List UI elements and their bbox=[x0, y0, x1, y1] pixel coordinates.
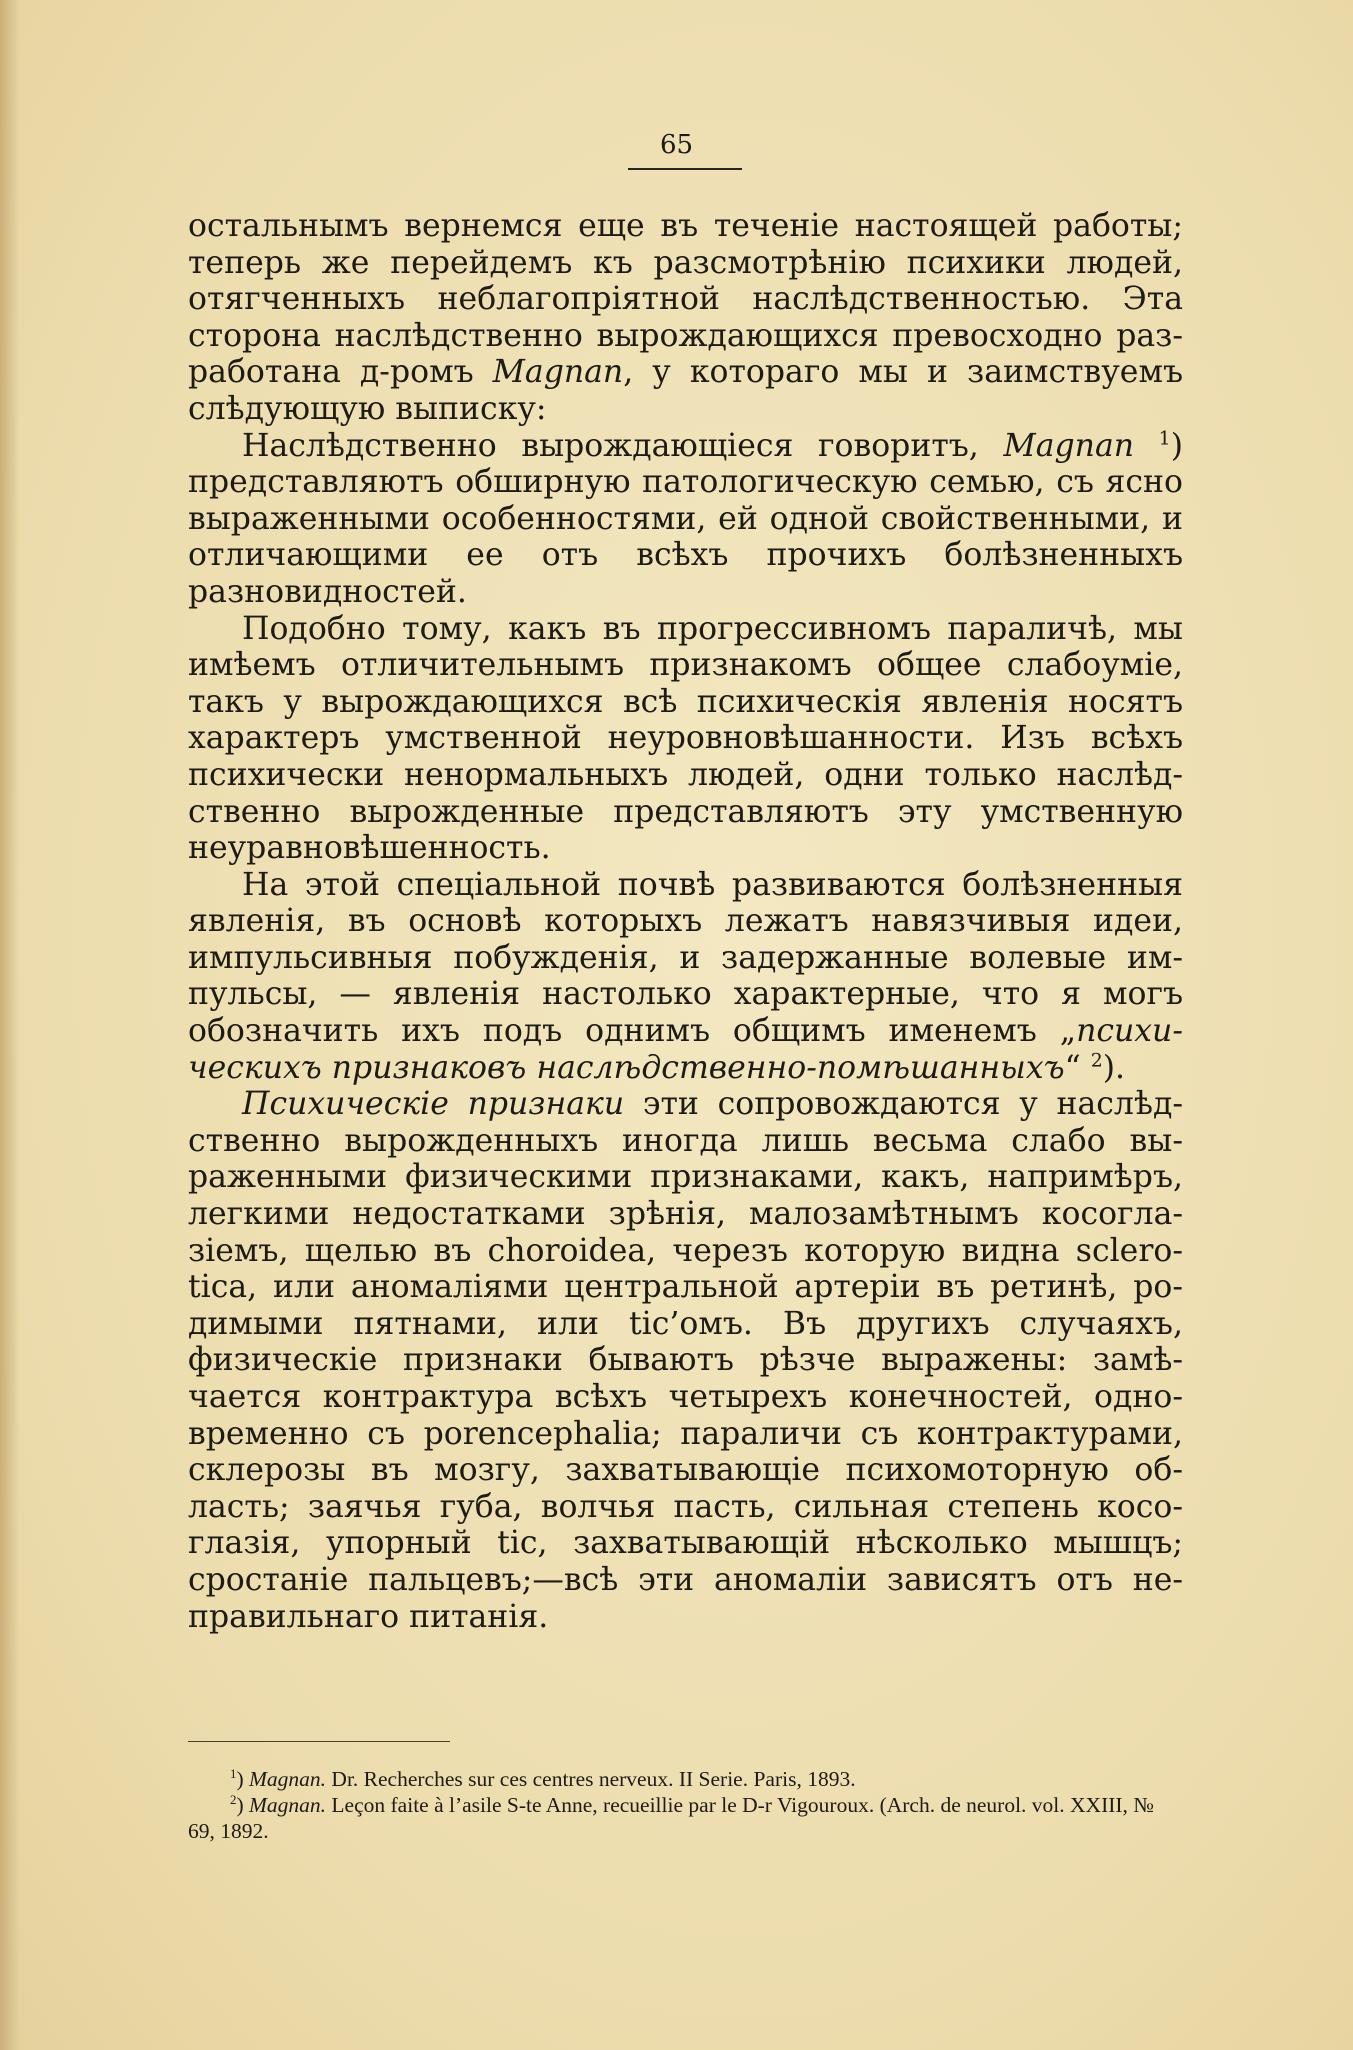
paragraph bbox=[188, 208, 1183, 428]
footnotes bbox=[188, 1766, 1183, 1844]
text-run bbox=[1134, 428, 1159, 464]
paragraph bbox=[188, 867, 1183, 1087]
italic-text: Психическіе признаки bbox=[242, 1086, 625, 1123]
page-number-rule bbox=[628, 168, 742, 170]
footnote-reference: 1 bbox=[230, 1766, 237, 1781]
italic-text: Magnan bbox=[492, 354, 624, 391]
text-run: ) представляютъ обширную патологическую семью, съ ясно выраженными особенностями, ей одной свойственными, и отличающими ее отъ всѣхъ прочихъ болѣзненныхъ разновидностей. bbox=[188, 427, 1183, 610]
text-run: ) bbox=[236, 1767, 249, 1791]
paragraph bbox=[188, 611, 1183, 867]
text-run: Leçon faite à l’asile S-te Anne, recueillie par le D-r Vigouroux. (Arch. de neurol. vol. XXIII, № 69, 1892. bbox=[188, 1793, 1154, 1843]
text-run: ) bbox=[236, 1793, 249, 1817]
text-run: эти сопровождаются у наслѣдственно вырожденныхъ иногда лишь весьма слабо выраженными физическими признаками, какъ, напримѣръ, легкими недостатками зрѣнія, малозамѣтнымъ косоглазіемъ, щелью въ choroidea, черезъ которую видна sclerotica, или аномаліями центральной артеріи въ ретинѣ, родимыми пятнами, или tic’омъ. Въ другихъ случаяхъ, физическіе признаки бываютъ рѣзче выражены: замѣчается контрактура всѣхъ четырехъ конечностей, одновременно съ porencephalia; параличи съ контрактурами, склерозы въ мозгу, захватывающіе психомоторную область; заячья губа, волчья пасть, сильная степень косоглазія, упорный tic, захватывающій нѣсколько мышцъ; сростаніе пальцевъ;—всѣ эти аномаліи зависятъ отъ неправильнаго питанія. bbox=[188, 1086, 1183, 1635]
text-run: остальнымъ вернемся еще въ теченіе настоящей работы; теперь же перейдемъ къ разсмотрѣнію психики людей, отягченныхъ неблагопріятной наслѣдственностью. Эта сторона наслѣдственно вырождающихся превосходно разработана д-ромъ bbox=[188, 208, 1183, 391]
footnote-reference: 2 bbox=[230, 1792, 237, 1807]
text-run: На этой спеціальной почвѣ развиваются болѣзненныя явленія, въ основѣ которыхъ лежатъ навязчивыя идеи, импульсивныя побужденія, и задержанные волевые импульсы, — явленія настолько характерные, что я могъ обозначить ихъ подъ однимъ общимъ именемъ „ bbox=[188, 866, 1183, 1050]
footnote bbox=[188, 1792, 1183, 1844]
page-edge-shadow bbox=[0, 0, 20, 2050]
text-run: Dr. Recherches sur ces centres nerveux. II Serie. Paris, 1893. bbox=[326, 1767, 856, 1791]
page-number: 65 bbox=[659, 130, 694, 160]
footnote-reference: 1 bbox=[1158, 427, 1171, 450]
text-run: “ bbox=[1064, 1049, 1091, 1086]
italic-text: психическихъ признаковъ наслѣдственно-помѣшанныхъ bbox=[188, 1013, 1183, 1086]
paragraph bbox=[188, 428, 1183, 611]
text-run: , у котораго мы и заимствуемъ слѣдующую выписку: bbox=[188, 354, 1183, 427]
footnote-separator bbox=[188, 1741, 450, 1742]
text-run: ). bbox=[1102, 1049, 1126, 1086]
footnote bbox=[188, 1766, 1183, 1792]
italic-text: Magnan bbox=[1003, 427, 1135, 464]
paragraph bbox=[188, 1086, 1183, 1635]
italic-text: Magnan. bbox=[249, 1793, 327, 1817]
text-run: Подобно тому, какъ въ прогрессивномъ параличѣ, мы имѣемъ отличительнымъ признакомъ общее слабоуміе, такъ у вырождающихся всѣ психическія явленія носятъ характеръ умственной неуровновѣшанности. Изъ всѣхъ психически ненормальныхъ людей, одни только наслѣдственно вырожденные представляютъ эту умственную неуравновѣшенность. bbox=[188, 610, 1183, 867]
footnote-reference: 2 bbox=[1090, 1049, 1103, 1072]
main-text bbox=[188, 208, 1183, 1635]
italic-text: Magnan. bbox=[249, 1767, 327, 1791]
text-run: Наслѣдственно вырождающіеся говоритъ, bbox=[242, 427, 1004, 464]
